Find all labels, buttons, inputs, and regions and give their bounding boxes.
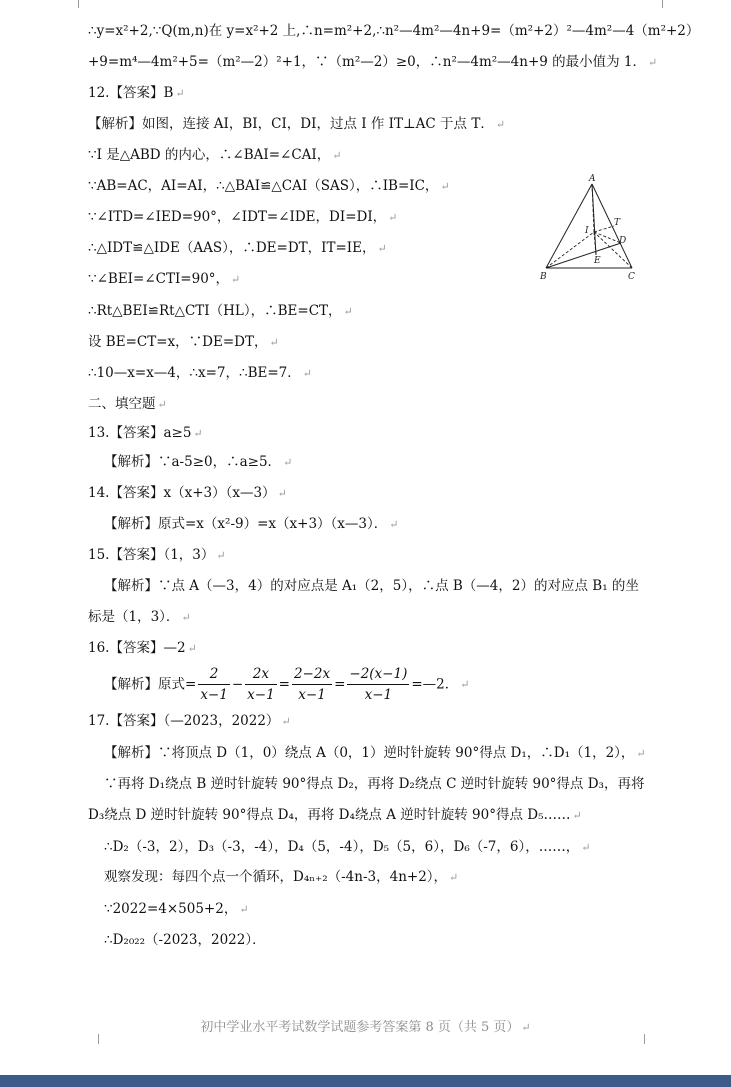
answer-16: 16.【答案】—2 ↵ bbox=[88, 640, 197, 656]
text-line: ∴D₂₀₂₂（-2023，2022）． bbox=[104, 932, 266, 948]
explanation-15: 【解析】∵点 A（—3，4）的对应点是 A₁（2，5），∴点 B（—4，2）的对应点 B₁ 的坐 bbox=[104, 578, 639, 594]
text-line: +9=m⁴—4m²+5=（m²—2）²+1，∵（m²—2）≥0，∴n²—4m²—4n+9 的最小值为 1． ↵ bbox=[88, 54, 658, 70]
fraction: $\frac{2x}{x-1}$ bbox=[247, 666, 275, 703]
crop-mark-top-right bbox=[662, 0, 673, 8]
text-line: ∵∠BEI=∠CTI=90°， ↵ bbox=[88, 271, 241, 287]
text-line: 设 BE=CT=x，∵DE=DT， ↵ bbox=[88, 334, 279, 350]
text-line: ∴y=x²+2,∵Q(m,n)在 y=x²+2 上,∴n=m²+2,∴n²—4m²—4n+9=（m²+2）²—4m²—4（m²+2） bbox=[88, 23, 700, 39]
triangle-figure bbox=[534, 170, 644, 285]
segment-it bbox=[594, 226, 614, 232]
text-line: 【解析】如图，连接 AI，BI，CI，DI，过点 I 作 IT⊥AC 于点 T． ↵ bbox=[88, 116, 506, 132]
label-b: B bbox=[540, 272, 547, 282]
explanation-17: 【解析】∵将顶点 D（1，0）绕点 A（0，1）逆时针旋转 90°得点 D₁，∴D₁（1，2）， ↵ bbox=[104, 745, 646, 761]
label-e: E bbox=[594, 256, 601, 266]
crop-mark-top-left bbox=[68, 0, 79, 8]
label-c: C bbox=[628, 272, 635, 282]
fraction: $\frac{2}{x-1}$ bbox=[200, 666, 228, 703]
explanation-13: 【解析】∵a-5≥0，∴a≥5． ↵ bbox=[104, 454, 293, 470]
text-line: 观察发现：每四个点一个循环，D₄ₙ₊₂（-4n-3，4n+2）， ↵ bbox=[104, 869, 459, 885]
text-line: ∵2022=4×505+2， ↵ bbox=[104, 901, 249, 917]
label-i: I bbox=[585, 226, 589, 236]
text-line: ∵再将 D₁绕点 B 逆时针旋转 90°得点 D₂，再将 D₂绕点 C 逆时针旋转 90°得点 D₃，再将 bbox=[104, 776, 645, 792]
answer-14: 14.【答案】x（x+3）（x—3） ↵ bbox=[88, 485, 287, 501]
crop-mark-bottom-left bbox=[88, 1034, 99, 1044]
section-heading: 二、填空题 ↵ bbox=[88, 396, 167, 412]
text-line: ∴Rt△BEI≌Rt△CTI（HL），∴BE=CT， ↵ bbox=[88, 303, 353, 319]
text-line: ∴△IDT≌△IDE（AAS），∴DE=DT，IT=IE， ↵ bbox=[88, 240, 387, 256]
text-line: ∵I 是△ABD 的内心，∴∠BAI=∠CAI， ↵ bbox=[88, 147, 342, 163]
page-footer: 初中学业水平考试数学试题参考答案第 8 页（共 5 页） ↵ bbox=[200, 1020, 531, 1035]
text-line: ∴10—x=x—4，∴x=7，∴BE=7． ↵ bbox=[88, 365, 312, 381]
label-d: D bbox=[619, 236, 627, 246]
label-a: A bbox=[589, 174, 596, 184]
answer-15: 15.【答案】（1，3） ↵ bbox=[88, 547, 226, 563]
explanation-14: 【解析】原式=x（x²-9）=x（x+3）（x—3）． ↵ bbox=[104, 516, 399, 532]
text-line: ∴D₂（-3，2），D₃（-3，-4），D₄（5，-4），D₅（5，6），D₆（-7，6），……， ↵ bbox=[104, 839, 591, 855]
text-line: ∵∠ITD=∠IED=90°，∠IDT=∠IDE，DI=DI， ↵ bbox=[88, 209, 398, 225]
answer-17: 17.【答案】（—2023，2022） ↵ bbox=[88, 713, 291, 729]
text-line: ∵AB=AC，AI=AI，∴△BAI≌△CAI（SAS），∴IB=IC， ↵ bbox=[88, 178, 450, 194]
answer-13: 13.【答案】a≥5 ↵ bbox=[88, 425, 203, 441]
text-line: D₃绕点 D 逆时针旋转 90°得点 D₄，再将 D₄绕点 A 逆时针旋转 90°得点 D₅…… ↵ bbox=[88, 807, 582, 823]
explanation-16: 【解析】原式= $\frac{2}{x-1}$ − $\frac{2x}{x-1}$ = $\frac{2-2x}{x-1}$ = $\frac{-2(x-1)}{x-1}$ =—2． ↵ bbox=[104, 666, 470, 703]
segment-bi bbox=[546, 232, 594, 268]
text-line: 标是（1，3）． ↵ bbox=[88, 609, 191, 625]
fraction: $\frac{-2(x-1)}{x-1}$ bbox=[349, 666, 408, 703]
taskbar bbox=[0, 1075, 731, 1087]
crop-mark-bottom-right bbox=[644, 1034, 655, 1044]
answer-12: 12.【答案】B ↵ bbox=[88, 85, 185, 101]
fraction: $\frac{2-2x}{x-1}$ bbox=[293, 666, 331, 703]
label-t: T bbox=[614, 218, 621, 228]
